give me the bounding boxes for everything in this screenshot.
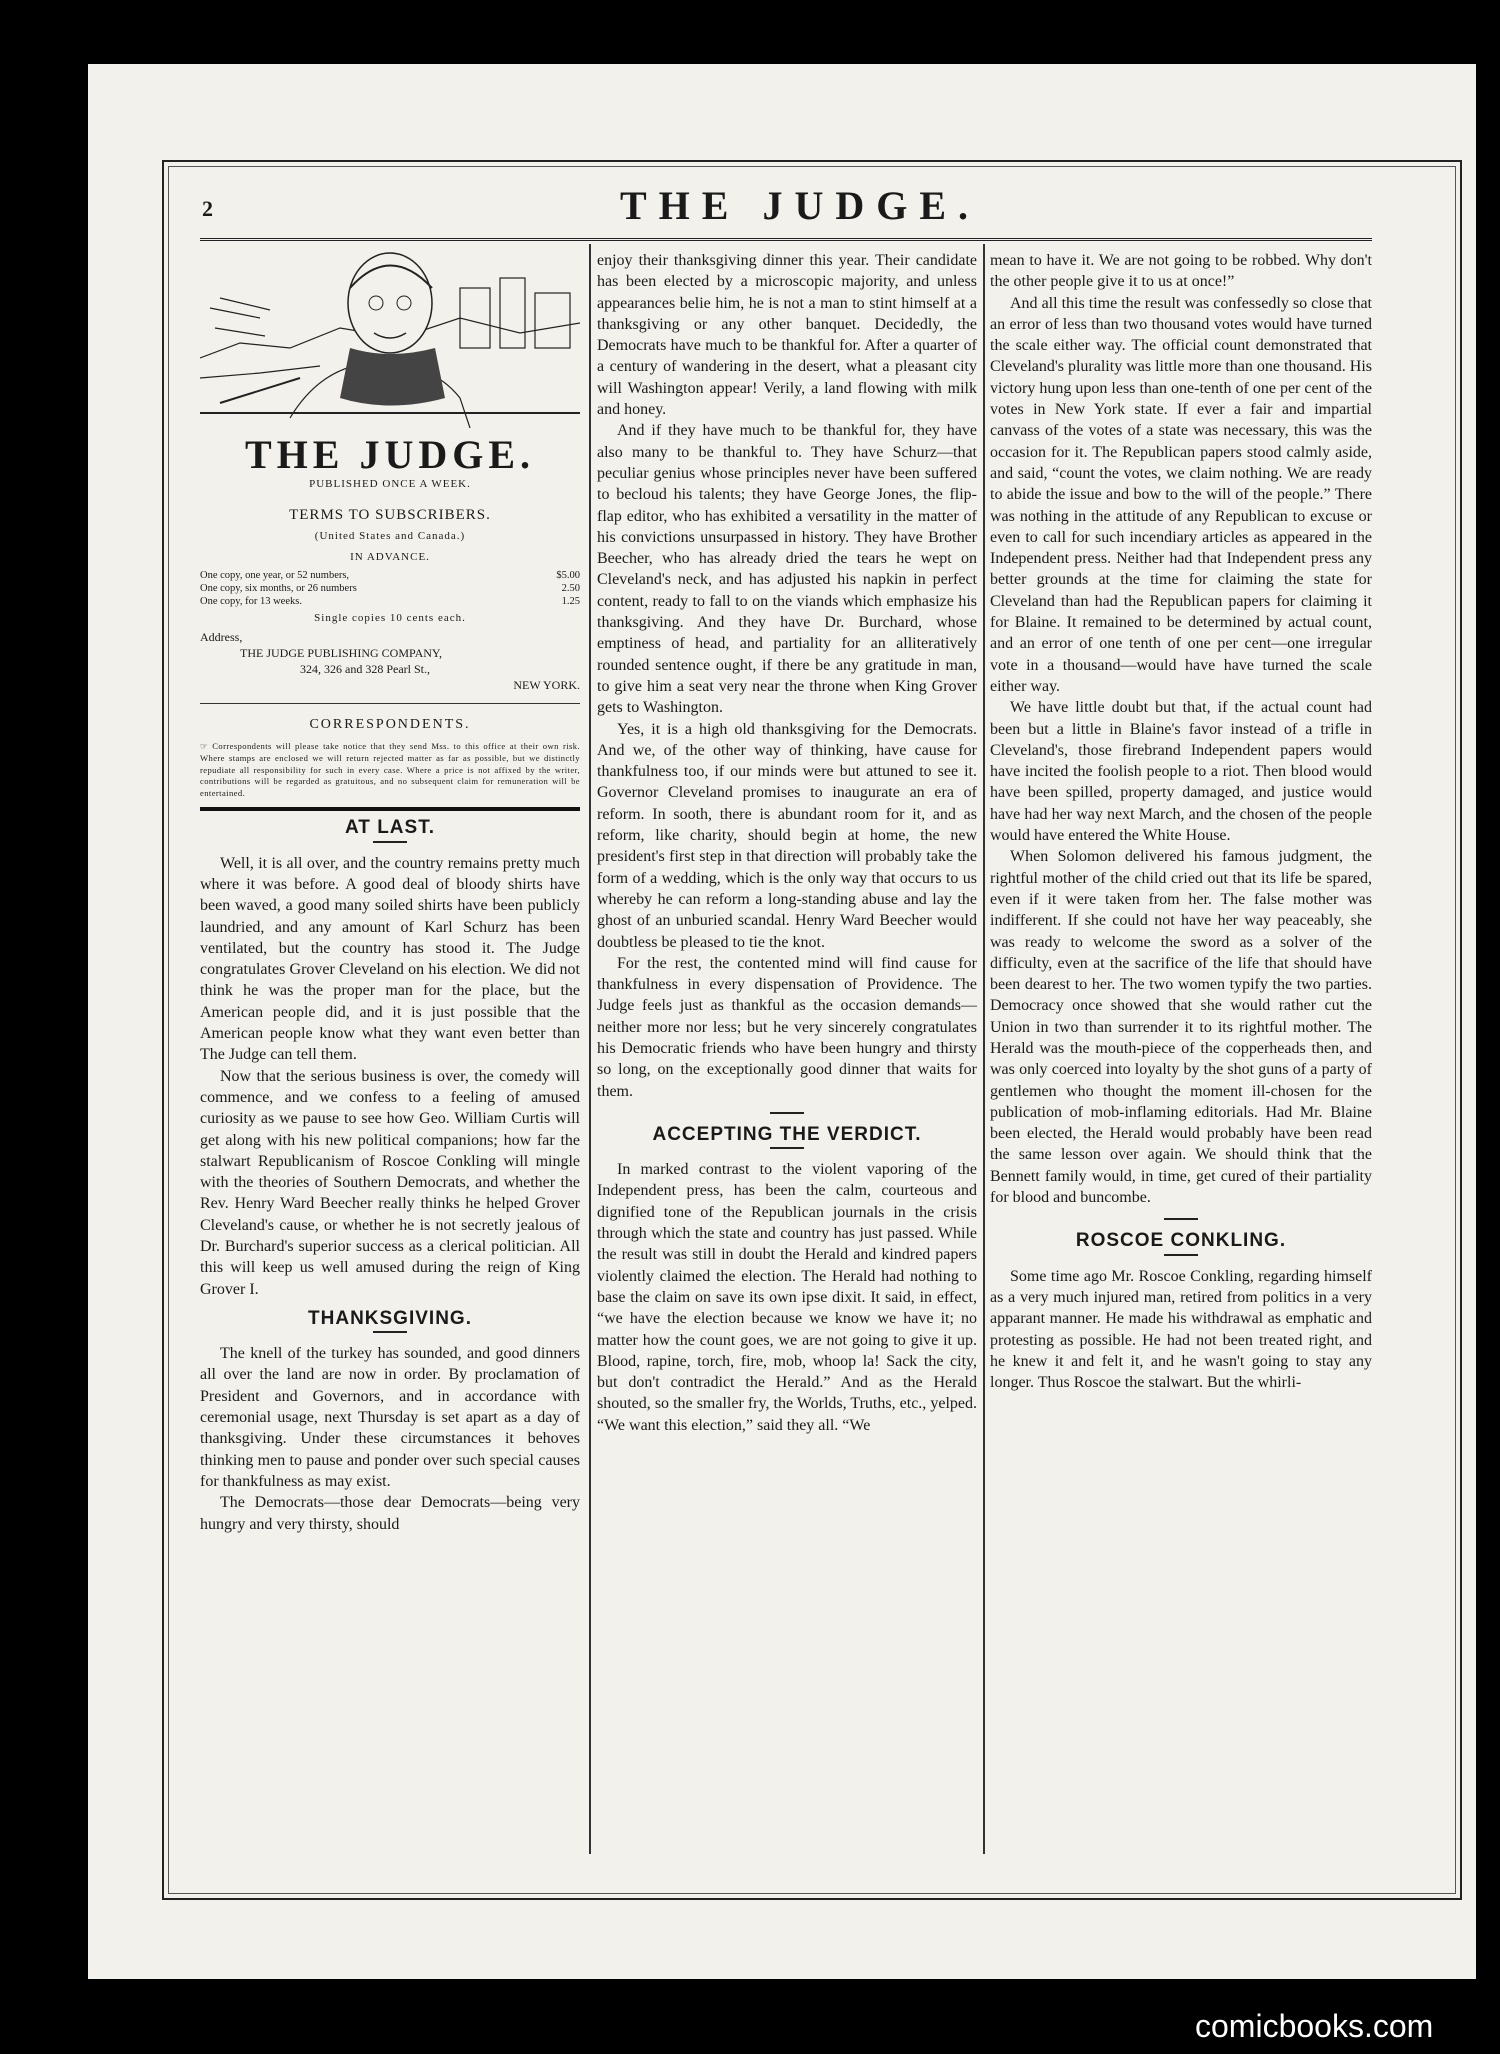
article-paragraph: In marked contrast to the violent vaporing of the Independent press, has been the calm, courteous and dignified tone of the Republican journals in the crisis through which the state and country has just passed. While the result was still in doubt the Herald and kindred papers violently claimed the election. The Herald had nothing to base the claim on save its own ipse dixit. It said, in effect, “we have the election because we know we have it; no matter how the count goes, we are not going to give it up. Blood, rapine, torch, fire, mob, whoop la! Sack the city, but don't contradict the Herald.” And as the Herald shouted, so the smaller fry, the Worlds, Truths, etc., yelped. “We want this election,” said they all. “We <box>597 1161 977 1434</box>
column-rule <box>589 244 591 1854</box>
article-paragraph: mean to have it. We are not going to be robbed. Why don't the other people give it to us at once!” <box>990 252 1372 291</box>
section-dash <box>770 1112 804 1114</box>
publication-title: THE JUDGE. <box>244 432 536 478</box>
publisher-street: 324, 326 and 328 Pearl St., <box>300 662 430 677</box>
at-last-heading: AT LAST. <box>345 817 435 839</box>
heading-dash <box>1164 1254 1198 1256</box>
rate-row: One copy, for 13 weeks. 1.25 <box>200 595 580 607</box>
article-paragraph: And if they have much to be thankful for, they have also many to be thankful to. They have Schurz—that peculiar genius whose principles never have been suffered to becloud his talents; they have George Jones, the flip-flap editor, who has exhibited a versatility in the matter of his convictions unsurpassed in history. They have Brother Beecher, who has already dried the tears he wept on Cleveland's neck, and has adjusted his napkin in perfect content, ready to fall to on the viands which emphasize his thanksgiving. And they have Dr. Burchard, whose emptiness of head, and partiality for an alliteratively rounded sentence ought, if there be any gratitude in man, to give him a seat very near the throne when King Grover gets to Washington. <box>597 422 977 717</box>
article-paragraph: enjoy their thanksgiving dinner this year. Their candidate has been elected by a microscopic majority, and unless appearances belie him, he is not a man to stint himself at a thanksgiving or any other banquet. Decidedly, the Democrats have much to be thankful for. After a quarter of a century of wandering in the desert, what a pleasant city will Washington appear! Verily, a land flowing with milk and honey. <box>597 252 977 419</box>
column-2 <box>597 250 977 1850</box>
section-rule <box>200 807 580 811</box>
watermark: comicbooks.com <box>1195 2008 1434 2044</box>
judge-illustration <box>200 248 580 428</box>
page-number: 2 <box>202 196 213 221</box>
article-paragraph: And all this time the result was confessedly so close that an error of less than two thousand votes would have turned the scale either way. The official count demonstrated that Cleveland's plurality was little more than one thousand. His victory hung upon less than one-tenth of one per cent of the votes in New York state. If ever a fair and impartial canvass of the votes of a state was necessary, this was the occasion for it. The Republican papers stood calmly aside, and said, “count the votes, we claim nothing. We are ready to abide the issue and bow to the will of the people.” There was nothing in the attitude of any Republican to excuse or even to call for such incendiary articles as appeared in the Independent press. Neither had that Independent press any better grounds at the time for claiming the state for Cleveland than had the Republican papers for claiming it for Blaine. It remained to be determined by actual count, and an error of one tenth of one per cent—one irregular vote in a thousand—would have have turned the scale either way. <box>990 294 1372 695</box>
section-dash <box>1164 1218 1198 1220</box>
heading-dash <box>373 841 407 843</box>
article-paragraph: Some time ago Mr. Roscoe Conkling, regarding himself as a very much injured man, retired from politics in a very apparant manner. He made his withdrawal as emphatic and protesting as possible. He had not been treated right, and he knew it and felt it, and he wasn't going to stay any longer. Thus Roscoe the stalwart. But the whirli- <box>990 1267 1372 1392</box>
publisher-name: THE JUDGE PUBLISHING COMPANY, <box>240 646 443 661</box>
heading-dash <box>373 1331 407 1333</box>
divider <box>200 703 580 704</box>
correspondents-heading: CORRESPONDENTS. <box>309 717 471 733</box>
article-paragraph: For the rest, the contented mind will find cause for thankfulness in every dispensation of Providence. The Judge feels just as thankful as the occasion demands—neither more nor less; but he very sincerely congratulates his Democratic friends who have been hungry and thirsty so long, on the exceptionally good dinner that waits for them. <box>597 954 977 1100</box>
article-paragraph: Yes, it is a high old thanksgiving for the Democrats. And we, of the other way of thinking, have cause for thankfulness too, if our minds were but attuned to see it. Governor Cleveland promises to inaugurate an era of reform. In sooth, there is abundant room for it, and as reform, like charity, should begin at home, the new president's first step in that direction will probably take the form of a wedding, which is the only way that occurs to us whereby he can reform a long-standing abuse and lay the ghost of an unburied scandal. Henry Ward Beecher would doubtless be pleased to tie the knot. <box>597 720 977 951</box>
address-label: Address, <box>200 630 243 645</box>
article-paragraph: The knell of the turkey has sounded, and good dinners all over the land are now in order. By proclamation of President and Governors, and in accordance with ceremonial usage, next Thursday is set apart as a day of thanksgiving. Under these circumstances it behoves thinking men to pause and ponder over such special causes for thankfulness as may exist. <box>200 1345 580 1490</box>
rate-row: One copy, one year, or 52 numbers, $5.00 <box>200 569 580 581</box>
heading-dash <box>770 1147 804 1149</box>
terms-subheading: (United States and Canada.) <box>314 530 466 543</box>
column-3 <box>990 250 1372 1850</box>
publisher-city: NEW YORK. <box>513 678 580 693</box>
accepting-verdict-heading: ACCEPTING THE VERDICT. <box>652 1123 922 1145</box>
in-advance-label: IN ADVANCE. <box>350 551 430 564</box>
correspondents-notice: ☞ Correspondents will please take notice that they send Mss. to this office at their own risk. Where stamps are enclosed we will return rejected matter as far as possible, but we distinctly repudiate all responsibility for such in every case. Where a price is not affixed by the writer, contributions will be regarded as gratuitous, and no subsequent claim for remuneration will be entertained. <box>200 741 580 798</box>
terms-heading: TERMS TO SUBSCRIBERS. <box>289 506 491 523</box>
article-paragraph: When Solomon delivered his famous judgment, the rightful mother of the child cried out that its life be spared, even if it were taken from her. The false mother was indifferent. If she could not have her way peaceably, she was ready to welcome the sword as a solver of the difficulty, even at the sacrifice of the life that should have been dearest to her. The two women typify the two parties. Democracy once showed that she would rather cut the Union in two than surrender it to its rightful mother. The Herald was the mouth-piece of the copperheads then, and was only coerced into loyalty by the shot guns of a party of gentlemen who thought the moment ill-chosen for the publication of mob-inflaming editorials. Had Mr. Blaine been elected, the Herald would probably have been read the same lesson over again. We should think that the Bennett family would, in time, get cured of their partiality for blood and buncombe. <box>990 848 1372 1207</box>
rate-row: One copy, six months, or 26 numbers 2.50 <box>200 582 580 594</box>
roscoe-conkling-heading: ROSCOE CONKLING. <box>1075 1230 1287 1252</box>
article-paragraph: Now that the serious business is over, the comedy will commence, and we confess to a feeling of amused curiosity as we pause to see how Geo. William Curtis will get along with his new political companions; how far the stalwart Republicanism of Roscoe Conkling will mingle with the theories of Southern Democrats, and whether the Rev. Henry Ward Beecher really thinks he helped Grover Cleveland's cause, or whether he is not secretly jealous of Dr. Burchard's superior success as a clerical politician. All this will keep us well amused during the reign of King Grover I. <box>200 1067 580 1298</box>
column-1 <box>200 248 580 1535</box>
thanksgiving-heading: THANKSGIVING. <box>308 1307 472 1329</box>
published-line: PUBLISHED ONCE A WEEK. <box>309 477 471 490</box>
masthead-rule <box>200 238 1372 241</box>
article-paragraph: The Democrats—those dear Democrats—being very hungry and very thirsty, should <box>200 1494 580 1533</box>
article-paragraph: We have little doubt but that, if the actual count had been but a little in Blaine's favor instead of a trifle in Cleveland's, those firebrand Independent papers would have incited the foolish people to a riot. Then blood would have been spilled, property damaged, and justice would have had her way next March, and the chosen of the people would have entered the White House. <box>990 699 1372 845</box>
column-rule <box>983 244 985 1854</box>
article-paragraph: Well, it is all over, and the country remains pretty much where it was before. A good deal of bloody shirts have been waved, a good many soiled shirts have been publicly laundried, and any amount of Karl Schurz has been ventilated, but the country has stood it. The Judge congratulates Grover Cleveland on his election. We did not think he was the proper man for the place, but the American people did, and it is just possible that the American people know what they want even better than The Judge can tell them. <box>200 854 580 1064</box>
masthead: THE JUDGE. <box>619 183 981 228</box>
single-copy-price: Single copies 10 cents each. <box>314 611 466 624</box>
